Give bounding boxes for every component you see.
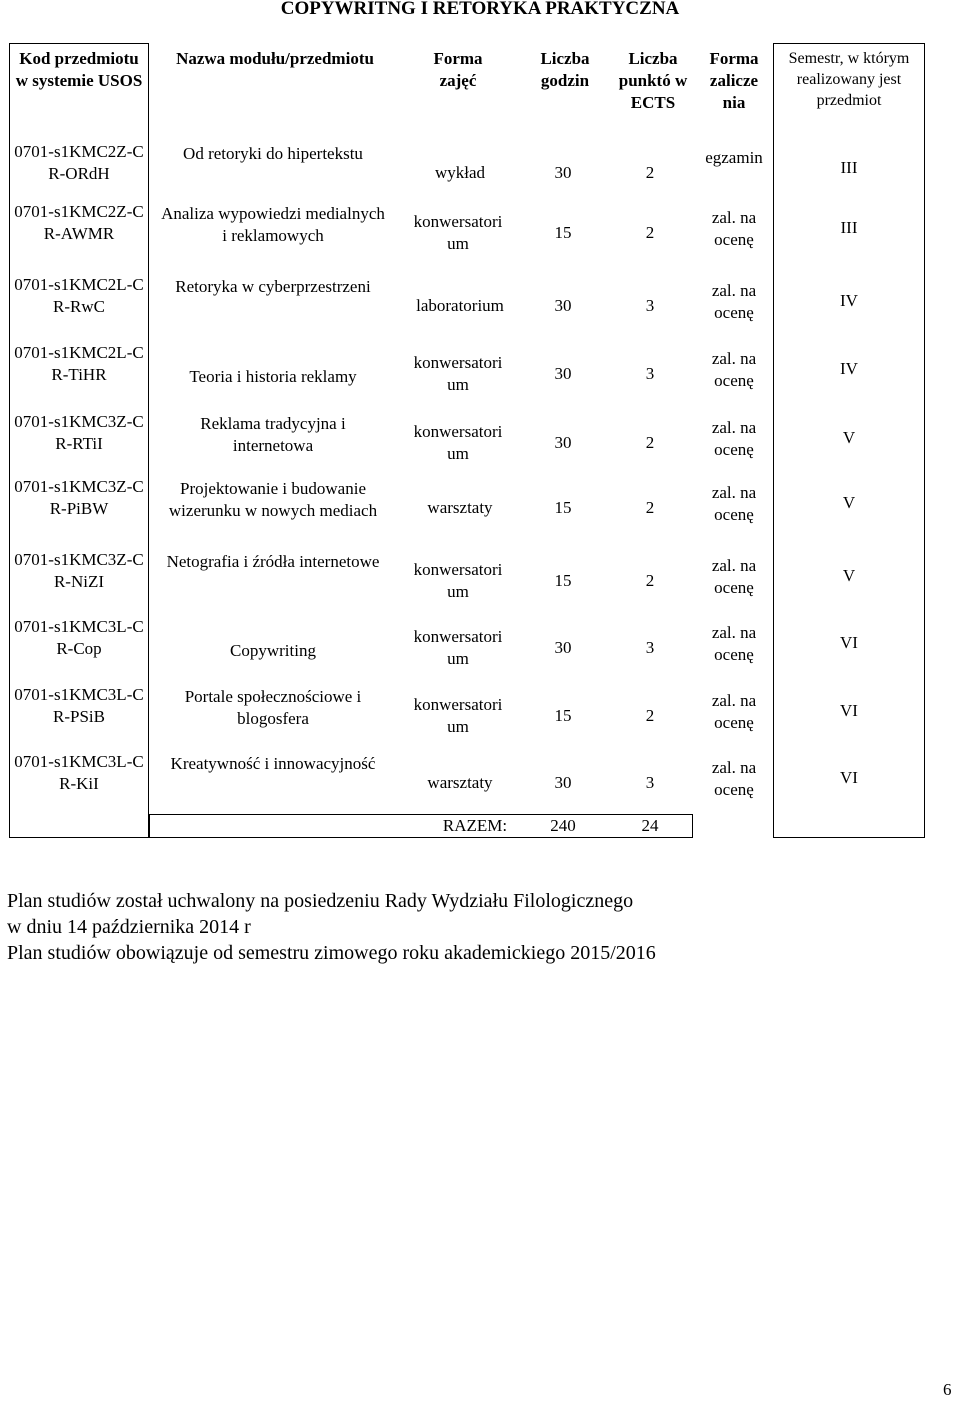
course-credit: zal. na ocenę — [711, 483, 757, 524]
course-credit: zal. na ocenę — [711, 208, 757, 249]
page-number: 6 — [943, 1380, 952, 1399]
course-ects: 2 — [645, 163, 655, 182]
course-form: konwersatorium — [413, 560, 503, 601]
course-credit: zal. na ocenę — [711, 758, 757, 799]
course-semester: VI — [840, 701, 858, 720]
course-name: Portale społecznościowe i blogosfera — [184, 687, 362, 728]
course-ects: 2 — [645, 433, 655, 452]
course-name: Netografia i źródła internetowe — [166, 552, 380, 571]
total-ects: 24 — [641, 816, 659, 835]
course-semester: III — [840, 218, 858, 237]
header-zaliczenia: Forma zalicze nia — [709, 49, 759, 112]
course-name: Teoria i historia reklamy — [189, 367, 357, 386]
course-semester: VI — [840, 768, 858, 787]
course-ects: 3 — [645, 296, 655, 315]
course-semester: IV — [840, 359, 858, 378]
course-name: Od retoryki do hipertekstu — [183, 144, 363, 163]
course-code: 0701-s1KMC3Z-CR-RTiI — [14, 412, 144, 453]
page-title: COPYWRITNG I RETORYKA PRAKTYCZNA — [280, 0, 680, 19]
course-form: konwersatorium — [413, 422, 503, 463]
course-form: konwersatorium — [413, 212, 503, 253]
header-nazwa: Nazwa modułu/przedmiotu — [176, 49, 374, 68]
course-hours: 15 — [554, 223, 572, 242]
course-form: konwersatorium — [413, 353, 503, 394]
course-code: 0701-s1KMC2L-CR-RwC — [14, 275, 144, 316]
course-hours: 30 — [554, 364, 572, 383]
course-ects: 2 — [645, 706, 655, 725]
course-ects: 3 — [645, 364, 655, 383]
header-forma: Forma zajęć — [433, 49, 483, 90]
course-name: Copywriting — [230, 641, 316, 660]
course-form: warsztaty — [427, 498, 493, 517]
course-name: Analiza wypowiedzi medialnych i reklamowych — [161, 204, 385, 245]
course-semester: III — [840, 158, 858, 177]
course-ects: 3 — [645, 638, 655, 657]
course-credit: zal. na ocenę — [711, 556, 757, 597]
course-credit: zal. na ocenę — [711, 418, 757, 459]
course-form: wykład — [434, 163, 486, 182]
course-hours: 30 — [554, 163, 572, 182]
course-credit: egzamin — [705, 148, 763, 167]
course-code: 0701-s1KMC3L-CR-KiI — [14, 752, 144, 793]
course-name: Projektowanie i budowanie wizerunku w nowych mediach — [168, 479, 378, 520]
course-code: 0701-s1KMC3L-CR-Cop — [14, 617, 144, 658]
course-credit: zal. na ocenę — [711, 691, 757, 732]
course-code: 0701-s1KMC2Z-CR-ORdH — [14, 142, 144, 183]
header-semestr: Semestr, w którym realizowany jest przedmiot — [788, 50, 910, 109]
course-hours: 30 — [554, 773, 572, 792]
course-credit: zal. na ocenę — [711, 281, 757, 322]
footer-line: Plan studiów został uchwalony na posiedzeniu Rady Wydziału Filologicznego — [7, 890, 634, 912]
course-ects: 2 — [645, 571, 655, 590]
course-name: Kreatywność i innowacyjność — [170, 754, 376, 773]
total-row-frame — [149, 814, 693, 838]
course-form: warsztaty — [427, 773, 493, 792]
course-semester: VI — [840, 633, 858, 652]
course-ects: 2 — [645, 498, 655, 517]
course-credit: zal. na ocenę — [711, 349, 757, 390]
header-ects: Liczba punktó w ECTS — [618, 49, 688, 112]
total-hours: 240 — [550, 816, 576, 835]
course-form: konwersatorium — [413, 695, 503, 736]
course-semester: V — [842, 428, 856, 447]
course-ects: 2 — [645, 223, 655, 242]
course-code: 0701-s1KMC2L-CR-TiHR — [14, 343, 144, 384]
course-hours: 15 — [554, 498, 572, 517]
total-label: RAZEM: — [442, 816, 508, 835]
course-code: 0701-s1KMC3Z-CR-NiZI — [14, 550, 144, 591]
course-form: konwersatorium — [413, 627, 503, 668]
course-name: Retoryka w cyberprzestrzeni — [175, 277, 371, 296]
footer-line: Plan studiów obowiązuje od semestru zimowego roku akademickiego 2015/2016 — [7, 942, 656, 964]
course-name: Reklama tradycyjna i internetowa — [200, 414, 346, 455]
course-code: 0701-s1KMC3L-CR-PSiB — [14, 685, 144, 726]
course-hours: 30 — [554, 296, 572, 315]
course-semester: IV — [840, 291, 858, 310]
course-ects: 3 — [645, 773, 655, 792]
course-hours: 30 — [554, 638, 572, 657]
course-hours: 15 — [554, 706, 572, 725]
footer-notes — [7, 888, 656, 966]
course-semester: V — [842, 493, 856, 512]
course-code: 0701-s1KMC2Z-CR-AWMR — [14, 202, 144, 243]
header-godzin: Liczba godzin — [540, 49, 590, 90]
course-form: laboratorium — [416, 296, 504, 315]
header-kod: Kod przedmiotu w systemie USOS — [15, 49, 143, 90]
footer-line: w dniu 14 października 2014 r — [7, 916, 251, 938]
course-hours: 30 — [554, 433, 572, 452]
course-hours: 15 — [554, 571, 572, 590]
course-code: 0701-s1KMC3Z-CR-PiBW — [14, 477, 144, 518]
course-credit: zal. na ocenę — [711, 623, 757, 664]
course-semester: V — [842, 566, 856, 585]
